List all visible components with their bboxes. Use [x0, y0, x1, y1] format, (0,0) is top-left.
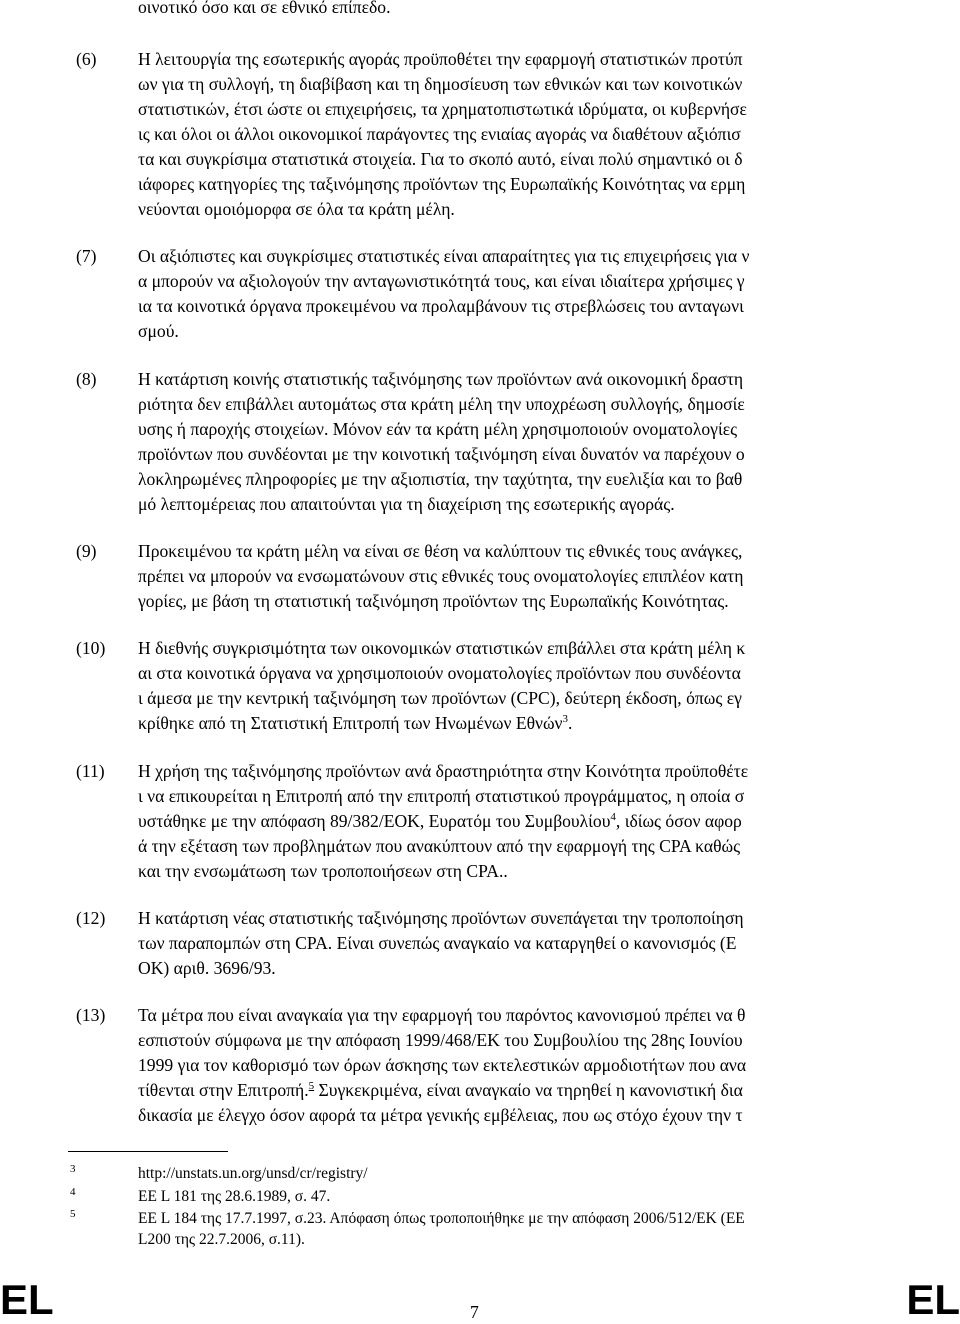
footnote-ref[interactable]: 3 — [562, 713, 569, 726]
recital-line: ων για τη συλλογή, τη διαβίβαση και τη δημοσίευση των εθνικών και των κοινοτικών — [138, 74, 743, 94]
footer-language-right: EL — [906, 1276, 960, 1323]
recital-line: ια τα κοινοτικά όργανα προκειμένου να προλαμβάνουν τις στρεβλώσεις του ανταγωνι — [138, 296, 744, 316]
footnote-number: 5 — [70, 1208, 76, 1220]
recital-line: στατιστικών, έτσι ώστε οι επιχειρήσεις, τα χρηματοπιστωτικά ιδρύματα, οι κυβερνήσε — [138, 99, 747, 119]
recital-line-text: υστάθηκε με την απόφαση 89/382/ΕΟΚ, Ευρατόμ του Συμβουλίου — [138, 811, 611, 831]
recital-line: ι να επικουρείται η Επιτροπή από την επιτροπή στατιστικού προγράμματος, η οποία σ — [138, 786, 745, 806]
recital-number: (8) — [76, 369, 97, 389]
recital-line: σμού. — [138, 321, 179, 341]
recital-line: Η κατάρτιση κοινής στατιστικής ταξινόμησης των προϊόντων ανά οικονομική δραστη — [138, 369, 744, 389]
recital-line-text: κρίθηκε από τη Στατιστική Επιτροπή των Ηνωμένων Εθνών — [138, 713, 563, 733]
intro-line: οινοτικό όσο και σε εθνικό επίπεδο. — [138, 0, 391, 17]
recital-line: ις και όλοι οι άλλοι οικονομικοί παράγοντες της ενιαίας αγοράς να διαθέτουν αξιόπισ — [138, 124, 741, 144]
footnote-text: ΕΕ L 181 της 28.6.1989, σ. 47. — [138, 1188, 331, 1205]
recital-number: (9) — [76, 541, 97, 561]
footer-language-left: EL — [0, 1276, 54, 1323]
recital-line: Η λειτουργία της εσωτερικής αγοράς προϋποθέτει την εφαρμογή στατιστικών προτύπ — [138, 49, 743, 69]
recital-line: Η διεθνής συγκρισιμότητα των οικονομικών στατιστικών επιβάλλει στα κράτη μέλη κ — [138, 638, 746, 658]
recital-line: Τα μέτρα που είναι αναγκαία για την εφαρμογή του παρόντος κανονισμού πρέπει να θ — [138, 1005, 746, 1025]
recital-line — [138, 1077, 743, 1103]
recital-line: λοκληρωμένες πληροφορίες με την αξιοπιστία, την ταχύτητα, την ευελιξία και το βαθ — [138, 469, 743, 489]
recital-line: υσης ή παροχής στοιχείων. Μόνον εάν τα κράτη μέλη χρησιμοποιούν ονοματολογίες — [138, 419, 738, 439]
recital-line: μό λεπτομέρειας που απαιτούνται για τη διαχείριση της εσωτερικής αγοράς. — [138, 494, 675, 514]
recital-line-text: , ιδίως όσον αφορ — [615, 811, 742, 831]
recital-line: Η χρήση της ταξινόμησης προϊόντων ανά δραστηριότητα στην Κοινότητα προϋποθέτε — [138, 761, 749, 781]
recital-line: εσπιστούν σύμφωνα με την απόφαση 1999/468/ΕΚ του Συμβουλίου της 28ης Ιουνίου — [138, 1030, 743, 1050]
recital-line-text: . — [568, 713, 573, 733]
recital-number: (7) — [76, 246, 97, 266]
recital-line: Η κατάρτιση νέας στατιστικής ταξινόμησης προϊόντων συνεπάγεται την τροποποίηση — [138, 908, 744, 928]
footnote-number: 3 — [70, 1163, 76, 1175]
recital-line: πρέπει να μπορούν να ενσωματώνουν στις εθνικές τους ονοματολογίες επιπλέον κατη — [138, 566, 744, 586]
recital-line: Οι αξιόπιστες και συγκρίσιμες στατιστικές είναι απαραίτητες για τις επιχειρήσεις για ν — [138, 246, 750, 266]
recital-line — [138, 808, 742, 834]
recital-number: (6) — [76, 49, 97, 69]
recital-line: γορίες, με βάση τη στατιστική ταξινόμηση προϊόντων της Ευρωπαϊκής Κοινότητας. — [138, 591, 729, 611]
recital-line: των παραπομπών στη CPA. Είναι συνεπώς αναγκαίο να καταργηθεί ο κανονισμός (Ε — [138, 933, 737, 953]
footnote-text[interactable]: http://unstats.un.org/unsd/cr/registry/ — [138, 1165, 368, 1182]
recital-line: ΟΚ) αριθ. 3696/93. — [138, 958, 276, 978]
footnote-text-continuation: L200 της 22.7.2006, σ.11). — [138, 1231, 305, 1248]
recital-line-text: Συγκεκριμένα, είναι αναγκαίο να τηρηθεί η κανονιστική δια — [314, 1080, 743, 1100]
recital-number: (11) — [76, 761, 105, 781]
recital-line — [138, 710, 572, 736]
recital-line-text: τίθενται στην Επιτροπή. — [138, 1080, 309, 1100]
recital-line: ι άμεσα με την κεντρική ταξινόμηση των προϊόντων (CPC), δεύτερη έκδοση, όπως εγ — [138, 688, 742, 708]
recital-line: α μπορούν να αξιολογούν την ανταγωνιστικότητά τους, και είναι ιδιαίτερα χρήσιμες γ — [138, 271, 745, 291]
recital-number: (12) — [76, 908, 106, 928]
recital-line: Προκειμένου τα κράτη μέλη να είναι σε θέση να καλύπτουν τις εθνικές τους ανάγκες, — [138, 541, 743, 561]
recital-line: ά την εξέταση των προβλημάτων που ανακύπτουν από την εφαρμογή της CPA καθώς — [138, 836, 741, 856]
recital-line: ριότητα δεν επιβάλλει αυτομάτως στα κράτη μέλη την υποχρέωση συλλογής, δημοσίε — [138, 394, 745, 414]
footnote-text: ΕΕ L 184 της 17.7.1997, σ.23. Απόφαση όπως τροποποιήθηκε με την απόφαση 2006/512/ΕΚ (ΕΕ — [138, 1210, 745, 1227]
footnote-number: 4 — [70, 1186, 76, 1198]
recital-line: και την ενσωμάτωση των τροποποιήσεων στη CPA.. — [138, 861, 508, 881]
recital-line: ιάφορες κατηγορίες της ταξινόμησης προϊόντων της Ευρωπαϊκής Κοινότητας να ερμη — [138, 174, 746, 194]
recital-line: δικασία με έλεγχο όσον αφορά τα μέτρα γενικής εμβέλειας, που ως στόχο έχουν την τ — [138, 1105, 743, 1125]
footnote-separator — [68, 1151, 228, 1152]
footnote-ref[interactable]: 4 — [610, 811, 616, 824]
recital-line: αι στα κοινοτικά όργανα να χρησιμοποιούν ονοματολογίες προϊόντων που συνδέοντα — [138, 663, 741, 683]
recital-line: τα και συγκρίσιμα στατιστικά στοιχεία. Για το σκοπό αυτό, είναι πολύ σημαντικό οι δ — [138, 149, 743, 169]
footnote-ref[interactable]: 5 — [308, 1080, 315, 1093]
recital-line: 1999 για τον καθορισμό των όρων άσκησης των εκτελεστικών αρμοδιοτήτων που ανα — [138, 1055, 747, 1075]
recital-line: νεύονται ομοιόμορφα σε όλα τα κράτη μέλη. — [138, 199, 455, 219]
page-number: 7 — [470, 1302, 479, 1322]
recital-number: (13) — [76, 1005, 106, 1025]
recital-number: (10) — [76, 638, 106, 658]
recital-line: προϊόντων που συνδέονται με την κοινοτική ταξινόμηση είναι δυνατόν να παρέχουν ο — [138, 444, 745, 464]
